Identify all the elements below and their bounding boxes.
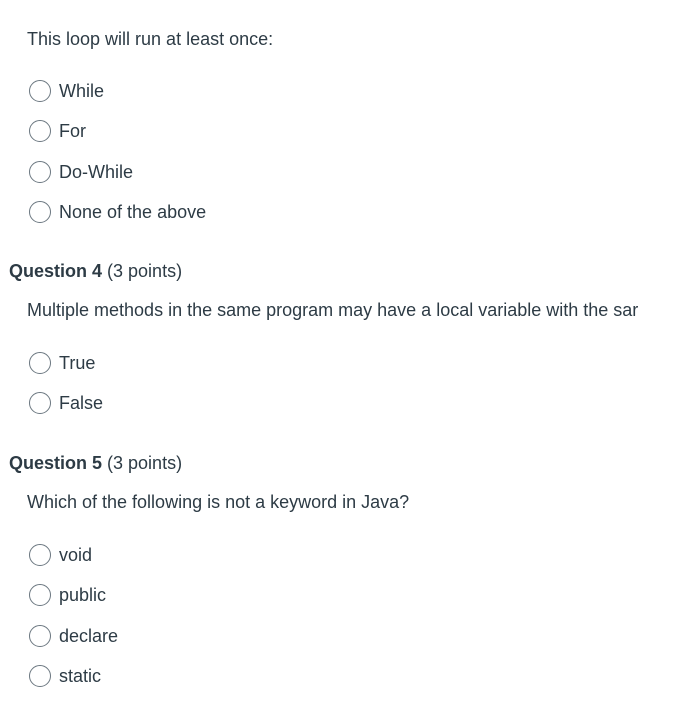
question-title: Question 5 xyxy=(9,453,103,473)
q5-option-void[interactable] xyxy=(29,542,92,568)
radio-button[interactable] xyxy=(29,201,51,223)
option-label: declare xyxy=(59,626,119,646)
q5-option-public[interactable] xyxy=(29,582,106,608)
q3-option-while[interactable] xyxy=(29,78,104,104)
question-4-header xyxy=(9,259,182,283)
radio-button[interactable] xyxy=(29,352,51,374)
q3-option-do-while[interactable] xyxy=(29,159,133,185)
q3-option-for[interactable] xyxy=(29,118,86,144)
question-5-header xyxy=(9,451,182,475)
q5-option-static[interactable] xyxy=(29,663,101,689)
radio-button[interactable] xyxy=(29,161,51,183)
q4-option-true[interactable] xyxy=(29,350,95,376)
q5-option-declare[interactable] xyxy=(29,623,118,649)
question-points: (3 points) xyxy=(107,261,183,281)
radio-button[interactable] xyxy=(29,80,51,102)
question-4-prompt: Multiple methods in the same program may have a local variable with the sar xyxy=(27,300,639,320)
question-title: Question 4 xyxy=(9,261,103,281)
option-label: void xyxy=(59,545,93,565)
radio-button[interactable] xyxy=(29,625,51,647)
q4-option-false[interactable] xyxy=(29,390,103,416)
radio-button[interactable] xyxy=(29,665,51,687)
option-label: static xyxy=(59,666,102,686)
q3-option-none[interactable] xyxy=(29,199,206,225)
option-label: True xyxy=(59,353,96,373)
option-label: While xyxy=(59,81,105,101)
radio-button[interactable] xyxy=(29,584,51,606)
radio-button[interactable] xyxy=(29,120,51,142)
radio-button[interactable] xyxy=(29,392,51,414)
option-label: public xyxy=(59,585,107,605)
option-label: None of the above xyxy=(59,202,207,222)
option-label: False xyxy=(59,393,104,413)
option-label: Do-While xyxy=(59,162,134,182)
question-5-prompt: Which of the following is not a keyword in Java? xyxy=(27,492,410,512)
radio-button[interactable] xyxy=(29,544,51,566)
option-label: For xyxy=(59,121,86,141)
question-3-prompt: This loop will run at least once: xyxy=(27,29,274,49)
question-points: (3 points) xyxy=(107,453,183,473)
